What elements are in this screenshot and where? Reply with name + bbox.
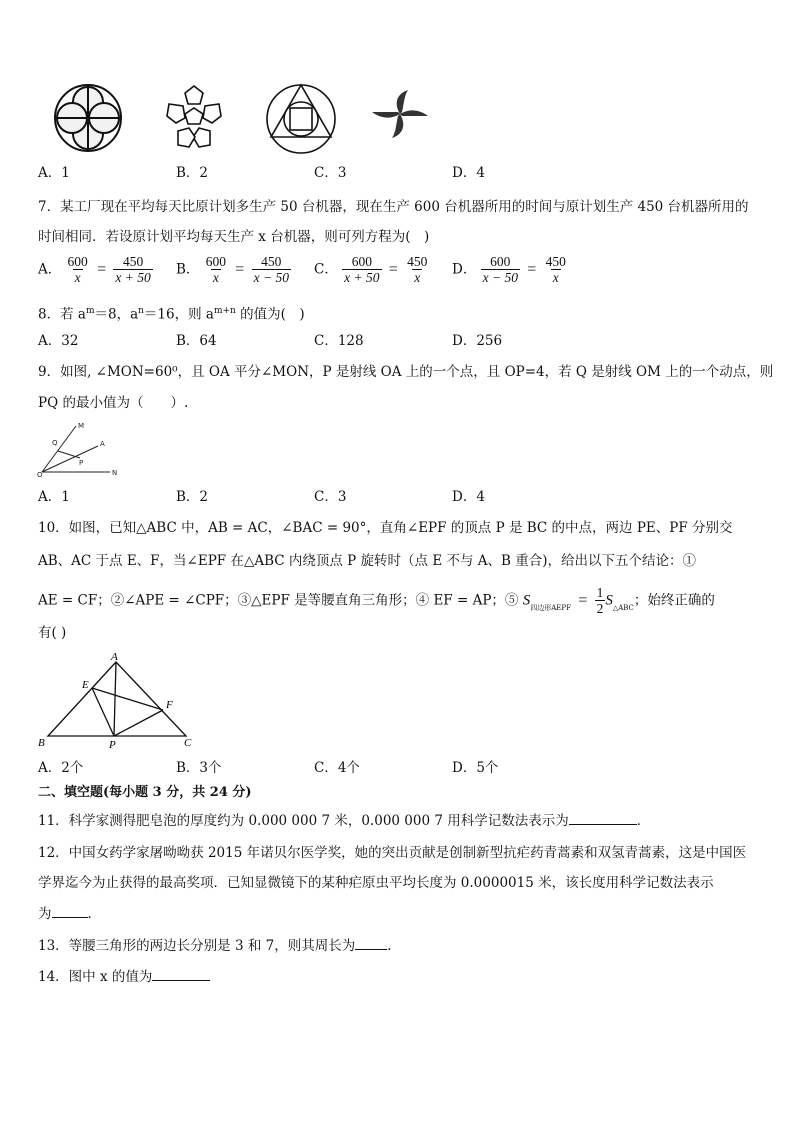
q7-a-left-fraction: [66, 254, 90, 285]
area-subscript-abc: △ABC: [612, 604, 634, 612]
fraction-numerator: 450: [122, 254, 144, 269]
q7-b-right-fraction: [252, 254, 291, 285]
four-petal-circle-figure: [52, 82, 124, 154]
q10-line2: AB、AC 于点 E、F，当∠EPF 在△ABC 内绕顶点 P 旋转时（点 E 不与 A、B 重合)，给出以下五个结论：①: [38, 553, 697, 569]
q9-option-c[interactable]: C．3: [314, 489, 347, 505]
q7-option-c-letter: C．: [314, 261, 338, 278]
q11-tail: ．: [636, 813, 651, 829]
q7-b-left-fraction: [204, 254, 228, 285]
fraction-denominator: x: [212, 270, 219, 285]
equals-sign: =: [388, 260, 398, 278]
q11: [38, 810, 650, 831]
q10-line3-conclusions: AE = CF；②∠APE = ∠CPF；③△EPF 是等腰直角三角形；④ EF = AP；⑤: [38, 592, 523, 609]
q10-triangle-figure: [36, 648, 200, 752]
q9-line1: 9．如图, ∠MON=60⁰，且 OA 平分∠MON，P 是射线 OA 上的一个点，且 OP=4，若 Q 是射线 OM 上的一个动点，则: [38, 364, 774, 380]
q7-c-right-fraction: [405, 254, 429, 285]
q9-option-d[interactable]: D．4: [452, 489, 485, 505]
q10-option-b[interactable]: B．3个: [176, 760, 222, 776]
q8-stem: [38, 301, 305, 325]
q8-sup-mn: m+n: [213, 306, 236, 316]
pentagon-flower-figure: [158, 82, 230, 154]
q11-answer-blank[interactable]: [569, 810, 637, 825]
q7-c-left-fraction: [342, 254, 381, 285]
label-a: A: [100, 440, 105, 448]
label-f: F: [166, 699, 173, 711]
fraction-numerator: 1: [596, 585, 604, 600]
section-title-fill-in: 二、填空题(每小题 3 分，共 24 分): [38, 785, 252, 800]
q14-answer-blank[interactable]: [152, 966, 210, 981]
fraction-numerator: 450: [545, 254, 566, 269]
label-e: E: [82, 679, 89, 691]
fraction-numerator: 600: [67, 254, 88, 269]
fraction-numerator: 600: [205, 254, 226, 269]
fraction-denominator: x: [552, 270, 559, 285]
q7-option-d-letter: D．: [452, 261, 477, 278]
fraction-denominator: x + 50: [344, 270, 380, 285]
figures-row: [0, 0, 794, 181]
label-n: N: [112, 469, 118, 477]
q11-text: 11．科学家测得肥皂泡的厚度约为 0.000 000 7 米，0.000 000 7 用科学记数法表示为: [38, 813, 569, 829]
q7-option-c[interactable]: [314, 254, 429, 285]
q8-option-c[interactable]: C．128: [314, 333, 364, 349]
q7-option-d[interactable]: [452, 254, 568, 285]
q8-sup-m: m: [85, 306, 95, 316]
q10-line3-tail: ；始终正确的: [633, 592, 715, 609]
q7-option-b[interactable]: [176, 254, 291, 285]
q12-line3: [38, 903, 101, 924]
fraction-denominator: 2: [596, 601, 604, 616]
q14-text: 14．图中 x 的值为: [38, 969, 153, 985]
figures-option-a[interactable]: A．1: [38, 165, 70, 181]
label-c: C: [184, 737, 192, 749]
fraction-denominator: x − 50: [482, 270, 518, 285]
fraction-numerator: 450: [261, 254, 282, 269]
q10-option-d[interactable]: D．5个: [452, 760, 499, 776]
q10-line4: 有( ): [38, 625, 67, 641]
label-p: P: [109, 739, 116, 751]
q8-part1: 8．若 a: [38, 306, 86, 323]
q10-option-c[interactable]: C．4个: [314, 760, 360, 776]
q10-line1: 10．如图，已知△ABC 中，AB = AC，∠BAC = 90°，直角∠EPF 的顶点 P 是 BC 的中点，两边 PE、PF 分别交: [38, 520, 733, 536]
q7-option-b-letter: B．: [176, 261, 200, 278]
q7-line2: 时间相同．若设原计划平均每天生产 x 台机器，则可列方程为( ): [38, 229, 430, 245]
q10-option-a[interactable]: A．2个: [38, 760, 84, 776]
half-fraction: [595, 585, 606, 616]
q14: [38, 966, 210, 987]
q13-answer-blank[interactable]: [355, 935, 387, 950]
figures-option-b[interactable]: B．2: [176, 165, 209, 181]
q10-line3: [38, 585, 715, 615]
q12-line1: 12．中国女药学家屠呦呦获 2015 年诺贝尔医学奖，她的突出贡献是创制新型抗疟药青蒿素和双氢青蒿素，这是中国医: [38, 845, 747, 861]
q12-line2: 学界迄今为止获得的最高奖项．已知显微镜下的某种疟原虫平均长度为 0.0000015 米，该长度用科学记数法表示: [38, 875, 714, 891]
q8-option-a[interactable]: A．32: [38, 333, 79, 349]
fraction-denominator: x: [74, 270, 81, 285]
area-symbol: S: [605, 592, 613, 609]
q8-option-d[interactable]: D．256: [452, 333, 503, 349]
q9-angle-figure: [36, 420, 126, 478]
label-o: O: [37, 471, 43, 478]
label-m: M: [78, 422, 85, 430]
circle-triangle-square-figure: [264, 82, 338, 156]
q13-tail: ．: [387, 938, 401, 954]
fraction-numerator: 600: [490, 254, 511, 269]
pinwheel-figure: [364, 86, 436, 142]
label-a: A: [111, 651, 118, 663]
figures-option-c[interactable]: C．3: [314, 165, 347, 181]
q7-a-right-fraction: [113, 254, 152, 285]
q7-option-a[interactable]: [38, 254, 153, 285]
q12-line3-text: 为: [38, 906, 52, 922]
q7-d-left-fraction: [481, 254, 520, 285]
fraction-denominator: x: [414, 270, 421, 285]
q7-line1: 7．某工厂现在平均每天比原计划多生产 50 台机器，现在生产 600 台机器所用的时间与原计划生产 450 台机器所用的: [38, 199, 749, 215]
q9-option-b[interactable]: B．2: [176, 489, 209, 505]
area-symbol: S: [522, 592, 531, 609]
q8-part4: 的值为( ): [235, 306, 305, 323]
q8-option-b[interactable]: B．64: [176, 333, 217, 349]
label-b: B: [38, 737, 45, 749]
q9-option-a[interactable]: A．1: [38, 489, 70, 505]
equals-sign: =: [527, 260, 537, 278]
q8-part3: ＝16，则 a: [143, 306, 214, 323]
fraction-denominator: x + 50: [115, 270, 151, 285]
fraction-numerator: 600: [351, 254, 372, 269]
fraction-numerator: 450: [407, 254, 428, 269]
q12-answer-blank[interactable]: [52, 903, 88, 918]
q7-d-right-fraction: [544, 254, 568, 285]
q8-part2: ＝8，a: [94, 306, 139, 323]
q7-option-a-letter: A．: [38, 261, 62, 278]
equals-sign: =: [578, 591, 588, 609]
q12-tail: ．: [87, 906, 101, 922]
equals-sign: =: [97, 260, 107, 278]
equals-sign: =: [235, 260, 245, 278]
q8-sup-n: n: [138, 306, 144, 316]
q13: [38, 935, 401, 956]
label-p: P: [79, 459, 84, 467]
fraction-denominator: x − 50: [253, 270, 289, 285]
area-subscript-quad: 四边形AEPF: [530, 604, 571, 612]
q13-text: 13．等腰三角形的两边长分别是 3 和 7，则其周长为: [38, 938, 356, 954]
label-q: Q: [52, 439, 58, 447]
q9-line2: PQ 的最小值为（ ）.: [38, 395, 189, 411]
figures-option-d[interactable]: D．4: [452, 165, 485, 181]
